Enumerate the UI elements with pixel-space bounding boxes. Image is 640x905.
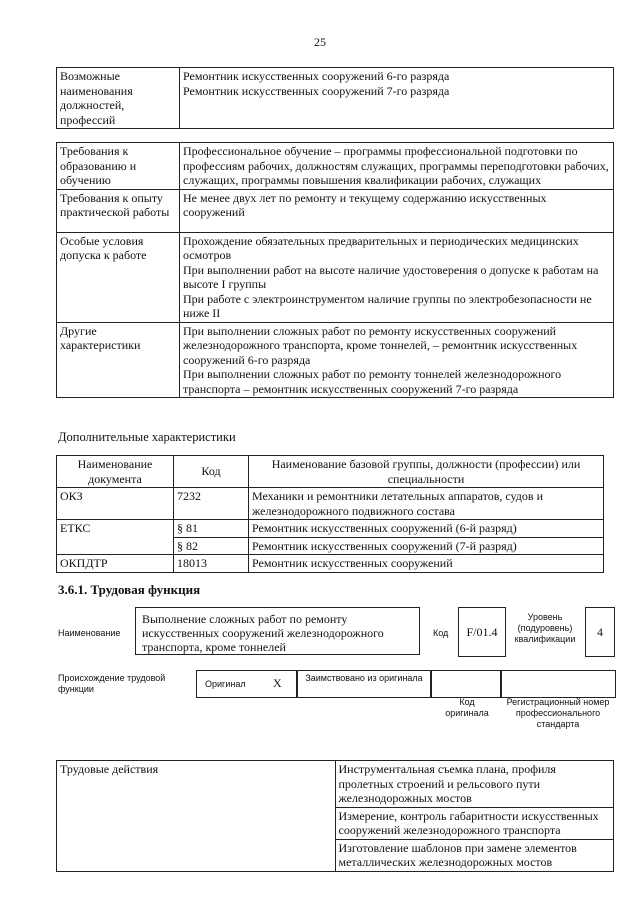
reg-number-box [500, 670, 616, 698]
req-value [180, 143, 614, 190]
req-value [180, 189, 614, 232]
positions-label: Возможные наименования должностей, профессий [57, 68, 180, 129]
positions-table [56, 67, 614, 129]
cell-code: § 82 [174, 537, 249, 555]
cell-name: Ремонтник искусственных сооружений [249, 555, 604, 573]
position-line: Ремонтник искусственных сооружений 6-го разряда [183, 69, 450, 83]
cell-code: § 81 [174, 520, 249, 538]
req-label: Особые условия допуска к работе [57, 232, 180, 322]
original-box [196, 670, 298, 698]
orig-code-label: Код оригинала [445, 697, 489, 718]
req-line: При выполнении сложных работ по ремонту искусственных сооружений железнодорожного транспорта, кроме тоннелей, – ремонтник искусственных сооружений 6-го разряда [183, 323, 578, 367]
req-value [180, 322, 614, 398]
table-row [57, 555, 604, 573]
section-title: 3.6.1. Трудовая функция [58, 582, 201, 597]
action-item: Изготовление шаблонов при замене элементов металлических железнодорожных мостов [335, 839, 614, 871]
column-header: Код [174, 456, 249, 488]
req-line: Профессиональное обучение – программы профессиональной подготовки по профессиям рабочих, должностям служащих, программы переподготовки рабочих, служащих, программы повышения квалификации рабочих, служащих [183, 144, 609, 187]
table-row [57, 761, 614, 808]
table-row [57, 322, 614, 398]
table-row [57, 232, 614, 322]
cell-doc: ЕТКС [57, 520, 174, 555]
positions-values [180, 68, 614, 129]
req-line: Прохождение обязательных предварительных и периодических медицинских осмотров [183, 233, 579, 262]
level-box: 4 [585, 607, 615, 657]
cell-name: Ремонтник искусственных сооружений (7-й разряд) [249, 537, 604, 555]
action-item: Измерение, контроль габаритности искусственных сооружений железнодорожного транспорта [335, 807, 614, 839]
additional-table [56, 455, 604, 573]
column-header: Наименование документа [57, 456, 174, 488]
code-label: Код [433, 628, 449, 638]
function-name-box: Выполнение сложных работ по ремонту искусственных сооружений железнодорожного транспорта, кроме тоннелей [135, 607, 420, 655]
table-row [57, 143, 614, 190]
req-label: Другие характеристики [57, 322, 180, 398]
table-row [57, 189, 614, 232]
borrowed-box [296, 670, 432, 698]
table-row [57, 68, 614, 129]
additional-heading: Дополнительные характеристики [58, 430, 236, 444]
orig-code-box [430, 670, 502, 698]
table-row [57, 488, 604, 520]
level-label: Уровень (подуровень) квалификации [514, 612, 576, 644]
req-label: Требования к образованию и обучению [57, 143, 180, 190]
cell-doc: ОКЗ [57, 488, 174, 520]
actions-label: Трудовые действия [57, 761, 336, 872]
reg-number-label: Регистрационный номер профессионального стандарта [506, 697, 610, 729]
cell-name: Ремонтник искусственных сооружений (6-й разряд) [249, 520, 604, 538]
origin-label: Происхождение трудовой функции [58, 673, 166, 694]
req-value [180, 232, 614, 322]
cell-name: Механики и ремонтники летательных аппаратов, судов и железнодорожного подвижного состава [249, 488, 604, 520]
actions-table [56, 760, 614, 872]
position-line: Ремонтник искусственных сооружений 7-го разряда [183, 83, 450, 98]
req-line: При работе с электроинструментом наличие группы по электробезопасности не ниже II [183, 291, 592, 320]
requirements-table [56, 142, 614, 398]
table-row [57, 520, 604, 538]
borrowed-label: Заимствовано из оригинала [305, 673, 423, 683]
req-label: Требования к опыту практической работы [57, 189, 180, 232]
original-mark: X [273, 676, 282, 690]
cell-code: 7232 [174, 488, 249, 520]
action-item: Инструментальная съемка плана, профиля пролетных строений и рельсового пути железнодорожных мостов [335, 761, 614, 808]
name-label: Наименование [58, 628, 121, 638]
page-number: 25 [314, 35, 326, 49]
req-line: При выполнении работ на высоте наличие удостоверения о допуске к работам на высоте I группы [183, 262, 599, 291]
table-header-row [57, 456, 604, 488]
original-label: Оригинал [205, 679, 246, 689]
req-line: Не менее двух лет по ремонту и текущему содержанию искусственных сооружений [183, 190, 547, 219]
cell-doc: ОКПДТР [57, 555, 174, 573]
column-header: Наименование базовой группы, должности (профессии) или специальности [249, 456, 604, 488]
req-line: При выполнении сложных работ по ремонту тоннелей железнодорожного транспорта – ремонтник искусственных сооружений 7-го разряда [183, 367, 562, 396]
function-code-box: F/01.4 [458, 607, 506, 657]
cell-code: 18013 [174, 555, 249, 573]
